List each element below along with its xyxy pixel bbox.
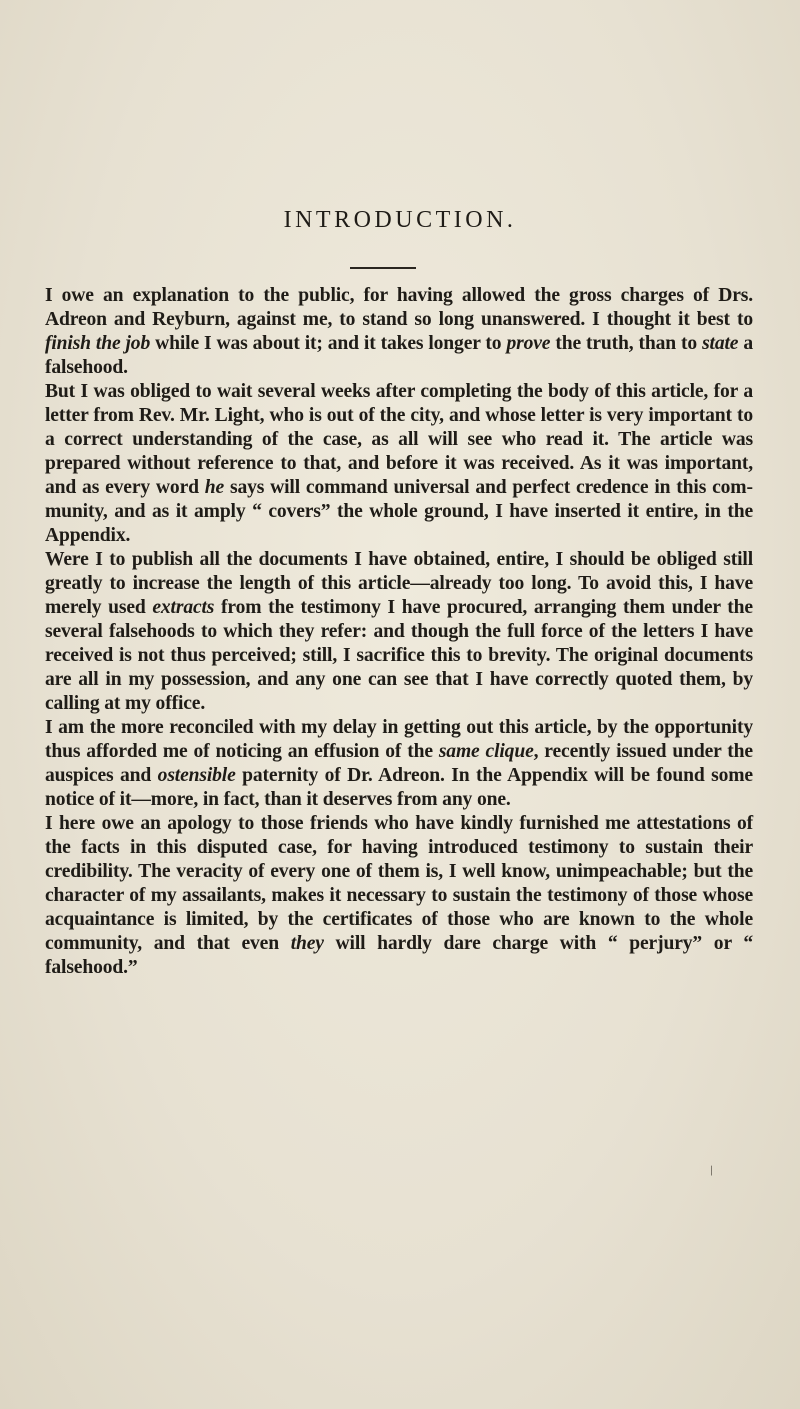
text-run: I here owe an apology to those friends who have kindly furnished me attestations of the facts in this disputed case, for having introduced testimony to sustain their credibility. The veracity of every one of them is, I well know, unimpeachable; but the character of my assailants, makes it necessary to sustain the testimony of those whose acquaintance is limited, by the certificates of those who are known to the whole community, and that even <box>45 813 753 954</box>
paragraph-2 <box>45 380 753 548</box>
text-run: while I was about it; and it takes longer to <box>150 333 507 354</box>
text-run: says will command universal and perfect credence in this community, and as it amply “ covers” the whole ground, I have inserted it entire, in the Appendix. <box>45 477 753 546</box>
italic-phrase: finish the job <box>45 333 151 354</box>
italic-phrase: state <box>702 333 739 354</box>
italic-phrase: prove <box>506 333 551 354</box>
italic-phrase: he <box>204 477 225 498</box>
italic-phrase: same clique <box>438 741 534 762</box>
paragraph-5 <box>45 812 753 980</box>
title-divider <box>350 267 416 269</box>
page-title: INTRODUCTION. <box>283 207 517 233</box>
text-run: paternity of Dr. Adreon. In the Appendix will be found some notice of it—more, in fact, than it deserves from any one. <box>45 765 753 810</box>
italic-phrase: ostensible <box>157 765 236 786</box>
text-run: Were I to publish all the documents I have obtained, entire, I should be obliged still greatly to increase the length of this article—already too long. To avoid this, I have merely used <box>45 549 753 618</box>
introduction-body <box>45 284 753 980</box>
text-run: from the testimony I have procured, arranging them under the several falsehoods to which they refer: and though the full force of the letters I have received is not thus perceived; still, I sacrifice this to brevity. The original documents are all in my possession, and any one can see that I have correctly quoted them, by calling at my office. <box>45 597 753 714</box>
text-run: the truth, than to <box>550 333 703 354</box>
paragraph-1 <box>45 284 753 380</box>
paragraph-4 <box>45 716 753 812</box>
text-run: I owe an explanation to the public, for having allowed the gross charges of Drs. Adreon and Reyburn, against me, to stand so long unanswered. I thought it best to <box>45 285 753 330</box>
text-run: a falsehood. <box>45 333 753 378</box>
text-run: I am the more reconciled with my delay in getting out this article, by the opportunity thus afforded me of noticing an effusion of the <box>45 717 753 762</box>
text-run: But I was obliged to wait several weeks after completing the body of this article, for a letter from Rev. Mr. Light, who is out of the city, and whose letter is very important to a correct understanding of the case, as all will see who read it. The article was prepared without reference to that, and before it was received. As it was important, and as every word <box>45 381 753 498</box>
margin-mark: / <box>707 1163 717 1180</box>
italic-phrase: extracts <box>152 597 215 618</box>
text-run: will hardly dare charge with “ perjury” or “ falsehood.” <box>45 933 754 978</box>
text-run: , recently issued under the auspices and <box>45 741 753 786</box>
paragraph-3 <box>45 548 753 716</box>
italic-phrase: they <box>290 933 324 954</box>
